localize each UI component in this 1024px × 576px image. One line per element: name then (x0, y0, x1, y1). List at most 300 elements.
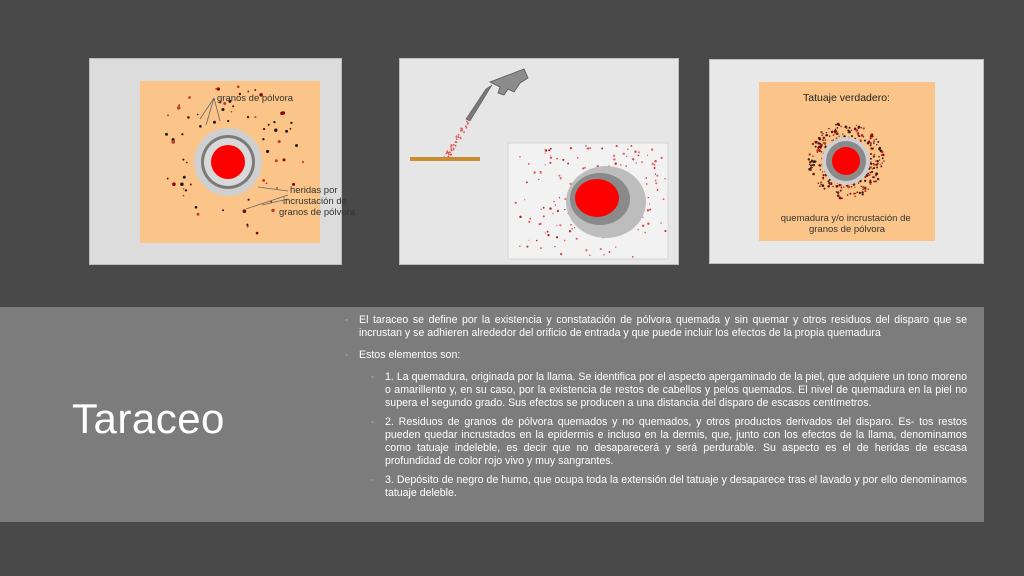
powder-grain (278, 140, 281, 143)
powder-grain (655, 179, 657, 181)
powder-grain (165, 133, 168, 136)
powder-grain (585, 249, 587, 251)
powder-grain (603, 254, 604, 255)
spray-particle (450, 144, 452, 146)
powder-grain (870, 144, 872, 146)
bullet-marker-icon: ▫ (345, 352, 348, 359)
powder-grain (646, 183, 648, 185)
powder-grain (570, 147, 572, 149)
powder-grain (609, 251, 611, 253)
powder-grain (172, 182, 176, 186)
entry-wound (575, 179, 619, 217)
sub-bullet-residuos (371, 416, 967, 468)
powder-grain (515, 202, 517, 204)
powder-grain (519, 246, 520, 247)
powder-grain (626, 156, 627, 157)
powder-grain (167, 114, 169, 116)
label-heridas-line1: heridas por (290, 185, 338, 196)
spray-particle (458, 134, 460, 136)
powder-grain (545, 232, 546, 233)
powder-grain (285, 130, 288, 133)
powder-grain (812, 143, 814, 145)
spray-particle (450, 154, 452, 156)
powder-grain (519, 216, 522, 219)
powder-grain (644, 232, 646, 234)
powder-grain (858, 126, 861, 129)
spray-particle (450, 146, 452, 148)
powder-grain (842, 133, 843, 134)
powder-grain (840, 190, 842, 192)
spray-particle (448, 152, 450, 154)
powder-grain (870, 183, 872, 185)
powder-grain (655, 182, 657, 184)
powder-grain (649, 203, 650, 204)
powder-grain (526, 245, 528, 247)
powder-grain (841, 185, 842, 186)
powder-grain (625, 165, 627, 167)
powder-grain (549, 207, 551, 209)
powder-grain (871, 171, 873, 173)
powder-grain (213, 121, 216, 124)
fig3-caption-line2: granos de pólvora (808, 224, 886, 235)
spray-particle (463, 131, 465, 133)
powder-grain (873, 163, 875, 165)
powder-grain (553, 201, 554, 202)
powder-grain (875, 172, 878, 175)
fig3-title: Tatuaje verdadero: (803, 92, 890, 104)
powder-grain (809, 153, 811, 155)
powder-grain (846, 127, 848, 129)
powder-grain (526, 181, 528, 183)
powder-spray (444, 119, 471, 158)
powder-grain (819, 185, 821, 187)
powder-grain (613, 155, 615, 157)
spray-particle (458, 136, 460, 138)
bullet-definition-text: El taraceo se define por la existencia y constatación de pólvora quemada y sin quemar y otros residuos del disparo que se incrustan y se adhieren alrededor del orificio de entrada y que puede incluir los efectos de la propia quemadura (359, 314, 967, 339)
spray-particle (466, 127, 468, 129)
powder-grain (550, 148, 552, 150)
powder-grain (812, 173, 815, 176)
powder-grain (820, 165, 822, 167)
powder-grain (171, 140, 175, 144)
powder-grain (664, 230, 666, 232)
powder-grain (863, 136, 864, 137)
powder-grain (222, 209, 224, 211)
powder-grain (840, 126, 842, 128)
spray-particle (460, 137, 462, 139)
powder-grain (881, 162, 882, 163)
powder-grain (822, 133, 823, 134)
powder-grain (653, 164, 655, 166)
powder-grain (808, 168, 811, 171)
powder-grain (183, 176, 186, 179)
powder-grain (812, 167, 813, 168)
powder-grain (275, 159, 278, 162)
powder-grain (167, 178, 169, 180)
powder-grain (237, 85, 240, 88)
powder-grain (528, 240, 529, 241)
powder-grain (859, 192, 861, 194)
entry-wound (211, 145, 245, 179)
powder-grain (880, 150, 883, 153)
powder-grain (587, 148, 589, 150)
powder-grain (274, 129, 277, 132)
powder-grain (823, 188, 825, 190)
powder-grain (851, 135, 853, 137)
sub-bullet-negro-humo (371, 474, 967, 500)
powder-grain (262, 179, 265, 182)
powder-grain (651, 148, 653, 150)
powder-grain (570, 224, 572, 226)
powder-grain (875, 160, 877, 162)
powder-grain (870, 158, 872, 160)
powder-grain (584, 167, 586, 169)
true-tattoo-diagram (710, 60, 985, 265)
fig3-caption-line1: quemadura y/o incrustación de (780, 213, 911, 224)
powder-grain (589, 254, 591, 256)
powder-grain (873, 154, 875, 156)
powder-grain (855, 129, 858, 132)
figure-powder-grains (89, 58, 356, 265)
gunshot-diagram (400, 59, 680, 266)
spray-particle (453, 149, 455, 151)
spray-particle (446, 150, 448, 152)
powder-grain (864, 180, 866, 182)
powder-grain (268, 124, 270, 126)
powder-grain (837, 127, 839, 129)
powder-grain (528, 221, 530, 223)
sub-bullet-text: 2. Residuos de granos de pólvora quemados y no quemados, y otros productos derivados del disparo. Es- tos restos pueden quedar incrustados en la epidermis e incluso en la dermis, que, junto con los efectos de la llama, denominamos como tatuaje indeleble, es decir que no desaparecerá y será perdurable. Su aspecto es el de heridas de escasa profundidad de color rojo vivo y muy sangrantes. (385, 416, 967, 467)
powder-grain (654, 160, 656, 162)
powder-grain (873, 139, 875, 141)
powder-grain (828, 128, 829, 129)
powder-grain (820, 145, 823, 148)
powder-grain (622, 153, 624, 155)
powder-grain (557, 210, 559, 212)
powder-grain (873, 141, 874, 142)
spray-particle (456, 135, 458, 137)
powder-grain (182, 159, 184, 161)
powder-grain (834, 130, 837, 133)
powder-grain (524, 199, 525, 200)
powder-grain (837, 195, 839, 197)
powder-grain (861, 134, 862, 135)
powder-grain (295, 144, 298, 147)
powder-grain (183, 188, 185, 190)
powder-grain (822, 139, 824, 141)
bullet-marker-icon: ▫ (345, 317, 348, 324)
powder-grain (825, 134, 827, 136)
powder-grain (864, 190, 866, 192)
powder-grain (615, 246, 616, 247)
powder-grain (827, 180, 829, 182)
powder-grain (232, 105, 234, 107)
spray-particle (467, 123, 469, 125)
powder-grain (273, 121, 275, 123)
powder-grain (188, 96, 191, 99)
label-heridas-line3: granos de pólvora (279, 207, 356, 218)
powder-grain (550, 155, 551, 156)
powder-grain (185, 189, 187, 191)
spray-particle (456, 138, 458, 140)
powder-grain (660, 222, 662, 224)
powder-grain (620, 164, 622, 166)
powder-grain (870, 161, 872, 163)
powder-grain (649, 209, 651, 211)
powder-grain (637, 229, 639, 231)
target-surface (410, 157, 480, 161)
powder-grain (823, 137, 825, 139)
label-heridas (279, 185, 356, 218)
powder-grain (638, 155, 640, 157)
powder-grain (851, 186, 853, 188)
slide-title: Taraceo (72, 395, 225, 442)
powder-grain (652, 163, 654, 165)
powder-grain (862, 189, 863, 190)
powder-grain (613, 159, 615, 161)
powder-grain (248, 199, 250, 201)
powder-grain (863, 186, 865, 188)
powder-grain (180, 182, 184, 186)
powder-grain (657, 189, 659, 191)
powder-grain (556, 225, 557, 226)
powder-grain (821, 134, 823, 136)
spray-particle (455, 145, 457, 147)
powder-grain (559, 197, 560, 198)
powder-grain (266, 182, 268, 184)
figure-true-tattoo (709, 59, 984, 264)
powder-grain (849, 193, 851, 195)
powder-grain (556, 158, 558, 160)
powder-grain (550, 157, 552, 159)
powder-grain (543, 207, 545, 209)
powder-grain (539, 223, 541, 225)
spray-particle (469, 119, 471, 121)
powder-grain (540, 247, 542, 249)
powder-grain (855, 193, 856, 194)
powder-grain (642, 225, 644, 227)
powder-grain (879, 147, 881, 149)
powder-grain (536, 240, 538, 242)
powder-grain (825, 139, 826, 140)
sub-bullet-text: 3. Depósito de negro de humo, que ocupa toda la extensión del tatuaje y desaparece tras el lavado y por ello denominamos tatuaje deleble. (385, 474, 967, 499)
powder-grain (540, 173, 541, 174)
powder-grain (870, 153, 872, 155)
figure-gunshot (399, 58, 679, 265)
powder-grain (646, 177, 648, 179)
powder-grain (589, 147, 591, 149)
powder-grain (876, 167, 878, 169)
powder-grain (555, 204, 556, 205)
powder-grain (822, 177, 824, 179)
powder-grain (630, 145, 632, 147)
powder-grain (564, 240, 566, 242)
sub-bullet-text: 1. La quemadura, originada por la llama. Se identifica por el aspecto apergaminado de la piel, que adquiere un tono moreno o amarillento y, en su caso, por la existencia de restos de cabellos y pelos quemados. El nivel de quemadura en la piel no supera el segundo grado. Sus efectos se producen a una distancia del disparo de escasos centímetros. (385, 371, 967, 409)
powder-grain (549, 162, 551, 164)
bullet-marker-icon: ▫ (371, 477, 374, 484)
powder-grain (656, 175, 658, 177)
powder-grain (832, 186, 833, 187)
powder-grain (545, 164, 546, 165)
powder-grain (559, 224, 561, 226)
powder-grain (812, 155, 813, 156)
powder-grain (841, 198, 843, 200)
powder-grain (817, 147, 819, 149)
powder-grain (876, 144, 877, 145)
powder-grain (872, 168, 874, 170)
powder-grain (647, 209, 649, 211)
powder-grain (877, 160, 879, 162)
powder-grain (187, 116, 190, 119)
powder-grain (190, 183, 192, 185)
powder-grain (818, 149, 821, 152)
powder-grain (876, 138, 878, 140)
powder-grain (882, 157, 884, 159)
powder-grain (227, 120, 229, 122)
powder-grain (869, 181, 872, 184)
powder-grain (872, 176, 874, 178)
powder-grain (661, 157, 663, 159)
powder-grain (634, 151, 636, 153)
powder-grain (822, 171, 824, 173)
powder-grain (879, 159, 881, 161)
powder-grain (822, 174, 824, 176)
powder-grain (833, 135, 834, 136)
bullet-marker-icon: ▫ (371, 374, 374, 381)
powder-grain (856, 125, 857, 126)
powder-grain (864, 176, 866, 178)
powder-grain (567, 163, 569, 165)
powder-grain (870, 166, 872, 168)
powder-grain (632, 256, 634, 258)
powder-grain (177, 106, 180, 109)
powder-grain (600, 248, 602, 250)
powder-grain (664, 178, 665, 179)
powder-grain (858, 182, 860, 184)
powder-grain (548, 149, 550, 151)
powder-grain (854, 187, 855, 188)
powder-grain (851, 130, 852, 131)
powder-grain (875, 180, 877, 182)
powder-grain (648, 197, 649, 198)
powder-grain (289, 128, 291, 130)
spray-particle (466, 121, 468, 123)
powder-grain (863, 127, 865, 129)
powder-grain (262, 138, 264, 140)
powder-grain (529, 218, 531, 220)
powder-grain (815, 146, 817, 148)
powder-grain (266, 150, 269, 153)
powder-grain (873, 156, 875, 158)
powder-grain (836, 185, 839, 188)
powder-grain (873, 142, 875, 144)
powder-grain (199, 125, 202, 128)
powder-grain (541, 209, 542, 210)
powder-grain (562, 159, 564, 161)
powder-grain (647, 155, 648, 156)
powder-grain (654, 167, 656, 169)
powder-grain (577, 157, 579, 159)
powder-grain (547, 231, 549, 233)
powder-grain (533, 171, 535, 173)
powder-grain (571, 228, 572, 229)
powder-grain (519, 156, 521, 158)
powder-grain (861, 191, 863, 193)
powder-grain (183, 195, 185, 197)
powder-grain (854, 196, 855, 197)
powder-grain (864, 140, 866, 142)
powder-grain (810, 165, 812, 167)
powder-grain (197, 114, 199, 116)
powder-grain (627, 149, 628, 150)
powder-grain (811, 164, 813, 166)
bullet-elements (345, 349, 967, 362)
powder-grain (556, 236, 558, 238)
powder-grain (820, 184, 821, 185)
powder-grain (638, 151, 640, 153)
powder-grain (820, 131, 823, 134)
powder-grain (663, 198, 665, 200)
powder-grain (283, 158, 286, 161)
sub-bullet-quemadura (371, 371, 967, 410)
powder-grain (870, 147, 872, 149)
powder-grain (271, 209, 274, 212)
powder-grain (823, 142, 825, 144)
powder-grain (181, 133, 183, 135)
powder-grain (263, 128, 265, 130)
powder-grain (836, 191, 837, 192)
powder-grain (870, 137, 872, 139)
powder-grain (552, 213, 553, 214)
powder-grain (615, 163, 617, 165)
spray-particle (456, 141, 458, 143)
powder-grain (815, 141, 818, 144)
powder-grain (538, 179, 539, 180)
powder-grain (870, 142, 872, 144)
powder-grain (636, 162, 637, 163)
powder-grain (829, 135, 831, 137)
powder-grain (825, 144, 826, 145)
powder-grain (276, 187, 278, 189)
powder-grain (878, 156, 880, 158)
powder-grain (616, 145, 618, 147)
content-text (345, 314, 967, 506)
powder-grain (585, 145, 586, 146)
powder-grain (647, 223, 649, 225)
spray-particle (445, 153, 447, 155)
powder-grain (819, 143, 821, 145)
spray-particle (461, 130, 463, 132)
powder-grain (574, 227, 575, 228)
powder-grain (247, 225, 249, 227)
spray-particle (451, 150, 453, 152)
spray-particle (453, 144, 455, 146)
pistol-icon (466, 69, 528, 121)
powder-grain (818, 137, 821, 140)
powder-grain (857, 132, 860, 135)
powder-grain (859, 136, 861, 138)
powder-grain (847, 129, 849, 131)
powder-grain (847, 194, 849, 196)
powder-grain (880, 165, 882, 167)
powder-grain (877, 141, 879, 143)
powder-grain (254, 116, 256, 118)
powder-grain (853, 193, 855, 195)
powder-grain (877, 178, 879, 180)
powder-grain (569, 230, 571, 232)
powder-grain (601, 148, 603, 150)
powder-grain (838, 124, 840, 126)
